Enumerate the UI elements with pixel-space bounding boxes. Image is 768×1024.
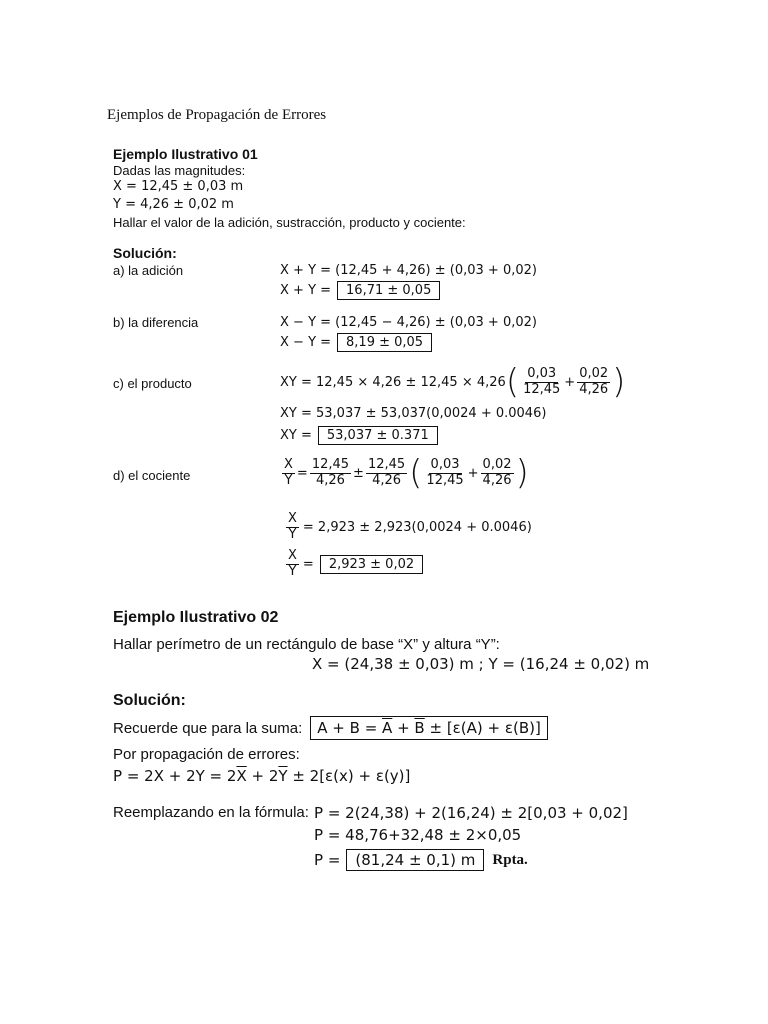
final-result-row: [314, 849, 528, 871]
fraction-numerator: X: [288, 548, 297, 563]
fraction-denominator: Y: [288, 526, 297, 542]
difference-result-box: 8,19 ± 0,05: [337, 333, 432, 352]
difference-label: b) la diferencia: [113, 315, 199, 330]
b-bar: $\overline{B}$: [414, 719, 425, 737]
fraction-denominator: Y: [288, 563, 297, 579]
fraction: [521, 367, 562, 398]
addition-result-row: [280, 281, 440, 300]
quotient-result-box: 2,923 ± 0,02: [320, 555, 423, 574]
formula-part: ± 2[ε(x) + ε(y)]: [287, 767, 411, 785]
replacing-text: Reemplazando en la fórmula:: [113, 804, 309, 821]
fraction: [286, 512, 299, 543]
right-paren: ): [515, 453, 529, 493]
fraction-numerator: 0,03: [430, 456, 460, 472]
fraction-denominator: 4,26: [372, 472, 402, 488]
left-paren: (: [409, 453, 423, 493]
answer-tag: Rpta.: [492, 851, 528, 868]
replacement-equation-2: P = 48,76+32,48 ± 2×0,05: [314, 826, 522, 844]
fraction: [366, 458, 407, 489]
quotient-equation-2: [284, 512, 532, 543]
fraction-numerator: 0,03: [527, 365, 557, 381]
quotient-eq2-rhs: = 2,923 ± 2,923(0,0024 + 0.0046): [302, 519, 532, 535]
left-paren: (: [505, 362, 520, 402]
difference-result-lhs: X − Y =: [280, 335, 332, 350]
product-result-lhs: XY =: [280, 428, 312, 443]
addition-result-lhs: X + Y =: [280, 283, 332, 298]
plus-minus-sign: ±: [353, 465, 364, 481]
fraction: [310, 458, 351, 489]
propagation-text: Por propagación de errores:: [113, 746, 300, 763]
difference-result-row: [280, 333, 432, 352]
equals-sign: =: [296, 465, 308, 481]
sum-rule-part: A + B =: [317, 719, 383, 737]
a-bar: $\overline{A}$: [382, 719, 393, 737]
task-text: Hallar el valor de la adición, sustracción, producto y cociente:: [113, 215, 466, 230]
right-paren: ): [612, 362, 626, 402]
product-eq1-lhs: XY = 12,45 × 4,26 ± 12,45 × 4,26: [280, 374, 506, 390]
difference-equation: X − Y = (12,45 − 4,26) ± (0,03 + 0,02): [280, 315, 537, 330]
quotient-result-eq: =: [302, 556, 314, 572]
product-result-box: 53,037 ± 0.371: [318, 426, 438, 445]
perimeter-formula: [113, 767, 410, 785]
fraction-denominator: Y: [284, 472, 293, 488]
fraction-numerator: 0,02: [482, 456, 512, 472]
fraction: [424, 458, 465, 489]
quotient-result-row: [284, 549, 423, 580]
sum-rule-part: ± [ε(A) + ε(B)]: [424, 719, 541, 737]
fraction-denominator: 12,45: [426, 472, 464, 488]
fraction-numerator: X: [288, 511, 297, 526]
product-equation-2: XY = 53,037 ± 53,037(0,0024 + 0.0046): [280, 406, 547, 421]
plus-sign: +: [467, 465, 479, 481]
solution-heading-2: Solución:: [113, 692, 186, 709]
y-bar: $\overline{Y}$: [278, 767, 288, 785]
plus-sign: +: [564, 374, 576, 390]
x-definition: X = 12,45 ± 0,03 m: [113, 179, 244, 194]
fraction: [282, 458, 295, 489]
given-text: Dadas las magnitudes:: [113, 163, 246, 178]
x-bar: $\overline{X}$: [236, 767, 247, 785]
final-result-lhs: P =: [314, 851, 341, 869]
recall-text: Recuerde que para la suma:: [113, 719, 303, 737]
fraction-numerator: 12,45: [311, 456, 350, 472]
fraction: [577, 367, 610, 398]
sum-rule-box: [310, 716, 548, 740]
product-equation-1: [280, 362, 626, 402]
quotient-label: d) el cociente: [113, 468, 191, 483]
example-01-heading: Ejemplo Ilustrativo 01: [113, 146, 258, 162]
recall-row: [113, 716, 548, 740]
fraction-numerator: X: [284, 456, 293, 472]
addition-equation: X + Y = (12,45 + 4,26) ± (0,03 + 0,02): [280, 263, 537, 278]
product-label: c) el producto: [113, 376, 192, 391]
formula-part: P = 2X + 2Y = 2: [113, 767, 237, 785]
fraction: [481, 458, 514, 489]
fraction-denominator: 4,26: [482, 472, 512, 488]
product-result-row: [280, 426, 438, 445]
fraction-denominator: 4,26: [315, 472, 345, 488]
formula-part: + 2: [246, 767, 279, 785]
fraction-denominator: 4,26: [579, 381, 609, 397]
y-definition: Y = 4,26 ± 0,02 m: [113, 197, 234, 212]
fraction-numerator: 0,02: [579, 365, 609, 381]
page-title: Ejemplos de Propagación de Errores: [107, 107, 327, 123]
fraction-denominator: 12,45: [523, 381, 561, 397]
addition-result-box: 16,71 ± 0,05: [337, 281, 440, 300]
final-result-box: (81,24 ± 0,1) m: [346, 849, 484, 871]
example-02-heading: Ejemplo Ilustrativo 02: [113, 609, 279, 626]
addition-label: a) la adición: [113, 263, 184, 278]
sum-rule-part: +: [392, 719, 415, 737]
solution-heading-1: Solución:: [113, 245, 177, 261]
ex2-task-text: Hallar perímetro de un rectángulo de base “X” y altura “Y”:: [113, 636, 500, 653]
fraction: [286, 549, 299, 580]
ex2-data: X = (24,38 ± 0,03) m ; Y = (16,24 ± 0,02) m: [312, 655, 650, 673]
replacement-equation-1: P = 2(24,38) + 2(16,24) ± 2[0,03 + 0,02]: [314, 804, 628, 822]
fraction-numerator: 12,45: [367, 456, 406, 472]
quotient-equation-1: [280, 453, 529, 493]
